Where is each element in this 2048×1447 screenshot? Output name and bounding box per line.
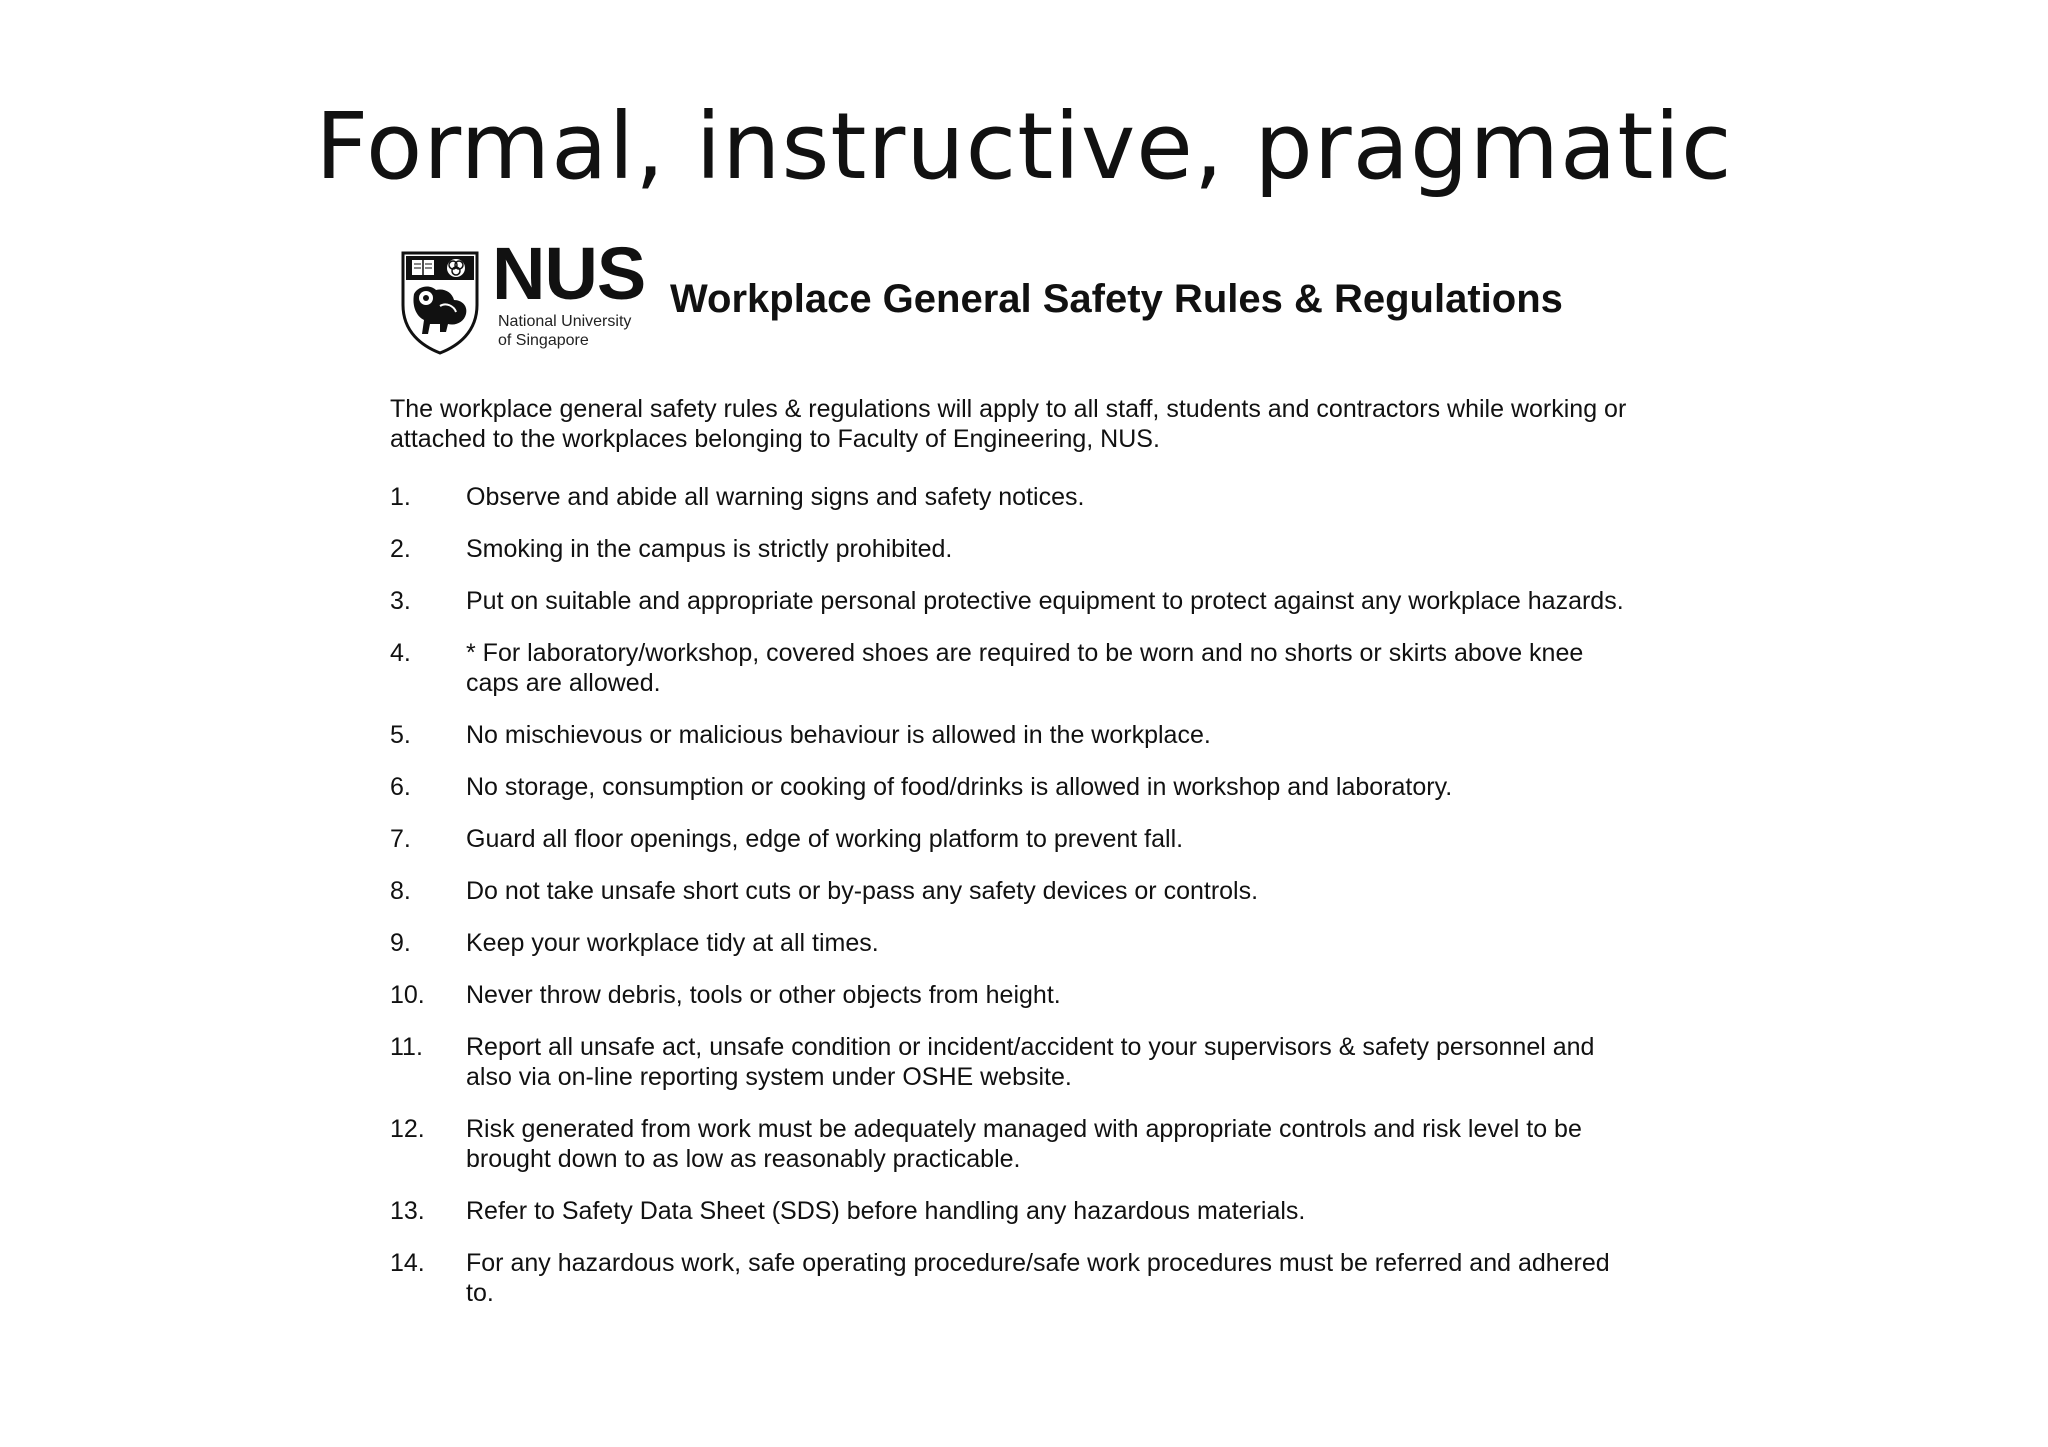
rule-item <box>390 534 1641 564</box>
rules-list <box>390 482 1650 1308</box>
rule-number: 14. <box>390 1249 425 1277</box>
document-heading: Workplace General Safety Rules & Regulations <box>670 277 1563 321</box>
rule-item <box>390 928 1641 958</box>
rule-text: Put on suitable and appropriate personal protective equipment to protect against any workplace hazards. <box>466 587 1624 615</box>
rule-text: No mischievous or malicious behaviour is allowed in the workplace. <box>466 721 1211 749</box>
intro-paragraph: The workplace general safety rules & regulations will apply to all staff, students and contractors while working or attached to the workplaces belonging to Faculty of Engineering, NUS. <box>390 395 1627 453</box>
rule-item <box>390 980 1641 1010</box>
rule-number: 6. <box>390 773 411 801</box>
rule-item <box>390 586 1641 616</box>
rule-item <box>390 1248 1641 1308</box>
rule-text: For any hazardous work, safe operating procedure/safe work procedures must be referred and adhered to. <box>466 1249 1610 1307</box>
rule-item <box>390 638 1641 698</box>
rule-item <box>390 772 1641 802</box>
nus-subtitle-line-2: of Singapore <box>498 332 589 349</box>
rule-text: Guard all floor openings, edge of working platform to prevent fall. <box>466 825 1184 853</box>
rule-number: 13. <box>390 1197 425 1225</box>
rule-item <box>390 824 1641 854</box>
rule-text: Refer to Safety Data Sheet (SDS) before handling any hazardous materials. <box>466 1197 1306 1225</box>
rule-number: 2. <box>390 535 411 563</box>
safety-document <box>390 232 1650 1330</box>
rule-text: No storage, consumption or cooking of food/drinks is allowed in workshop and laboratory. <box>466 773 1453 801</box>
document-header <box>390 232 1650 370</box>
rule-item <box>390 1032 1641 1092</box>
rule-number: 8. <box>390 877 411 905</box>
rule-item <box>390 482 1641 512</box>
rule-item <box>390 876 1641 906</box>
rule-item <box>390 1196 1641 1226</box>
slide-title: Formal, instructive, pragmatic <box>315 93 1733 200</box>
rule-text: Keep your workplace tidy at all times. <box>466 929 879 957</box>
rule-number: 1. <box>390 483 411 511</box>
rule-number: 4. <box>390 639 411 667</box>
rule-number: 10. <box>390 981 425 1009</box>
rule-text: Observe and abide all warning signs and safety notices. <box>466 483 1085 511</box>
rule-number: 12. <box>390 1115 425 1143</box>
rule-item <box>390 720 1641 750</box>
rule-number: 9. <box>390 929 411 957</box>
rule-text: Risk generated from work must be adequately managed with appropriate controls and risk level to be brought down to as low as reasonably practicable. <box>466 1115 1582 1173</box>
rule-text: Report all unsafe act, unsafe condition or incident/accident to your supervisors & safety personnel and also via on-line reporting system under OSHE website. <box>466 1033 1595 1091</box>
rule-text: Do not take unsafe short cuts or by-pass any safety devices or controls. <box>466 877 1259 905</box>
nus-subtitle-line-1: National University <box>498 313 632 330</box>
rule-item <box>390 1114 1641 1174</box>
nus-wordmark: NUS <box>492 232 646 315</box>
rule-text: Never throw debris, tools or other objects from height. <box>466 981 1061 1009</box>
rule-number: 3. <box>390 587 411 615</box>
rule-number: 7. <box>390 825 411 853</box>
rule-text: * For laboratory/workshop, covered shoes are required to be worn and no shorts or skirts above knee caps are allowed. <box>466 639 1584 697</box>
rule-text: Smoking in the campus is strictly prohibited. <box>466 535 953 563</box>
nus-crest-icon <box>400 250 480 355</box>
rule-number: 5. <box>390 721 411 749</box>
nus-logo-subtitle <box>498 312 631 350</box>
rule-number: 11. <box>390 1033 423 1061</box>
